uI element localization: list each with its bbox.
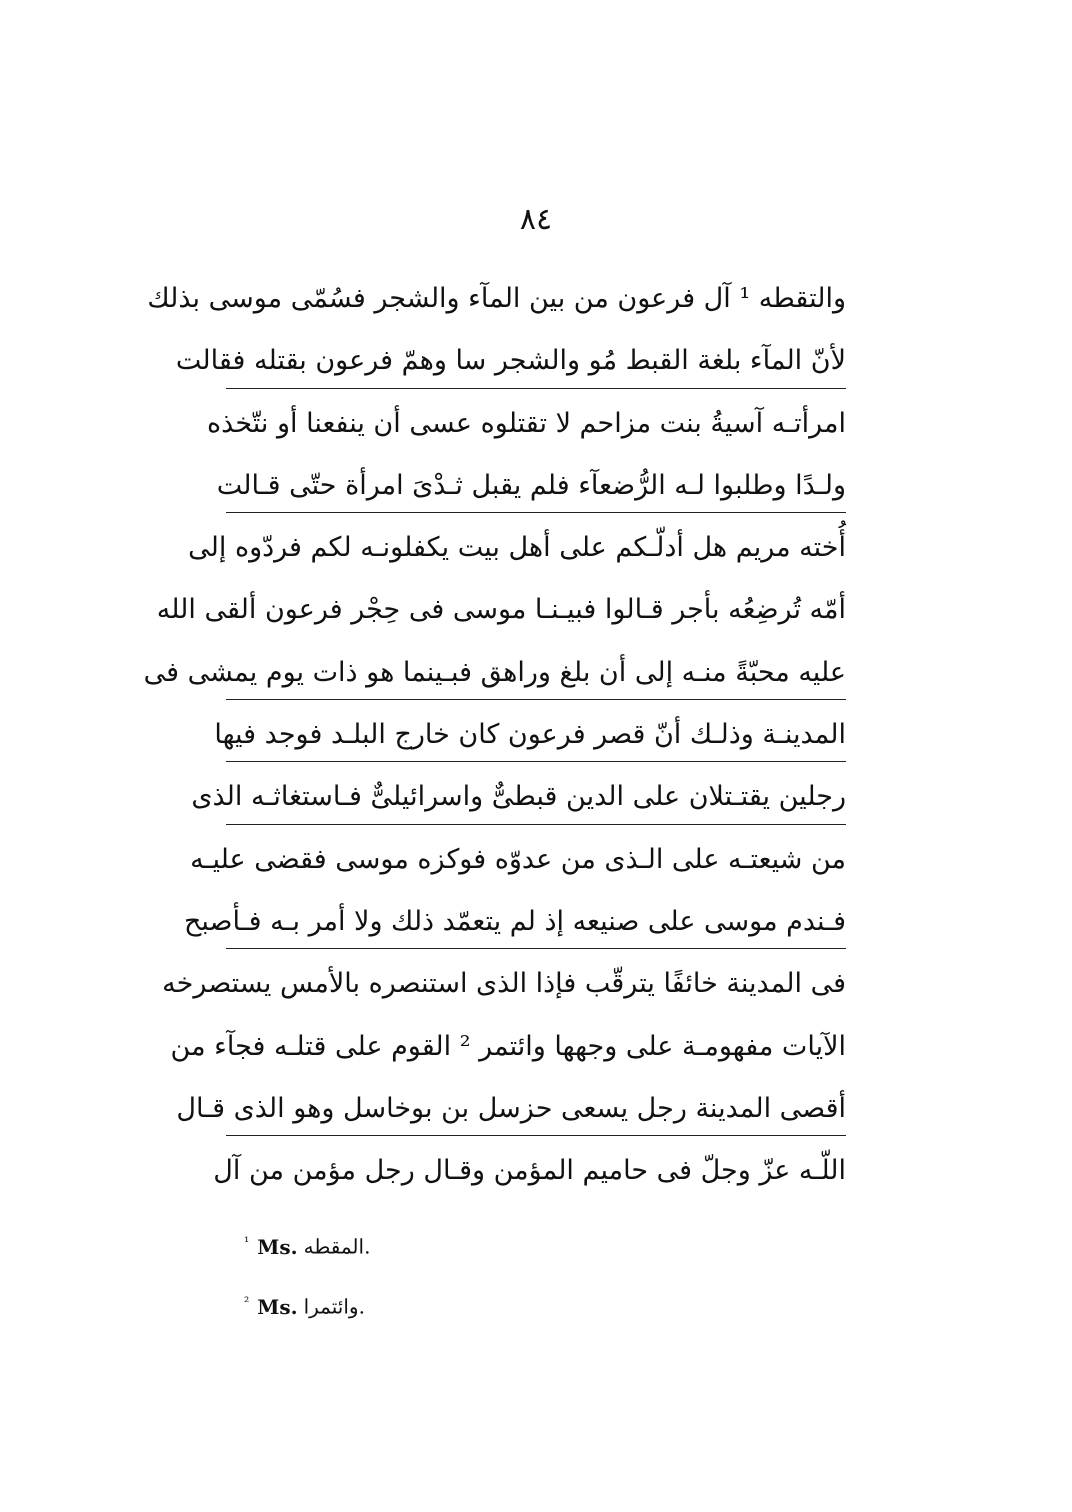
footnote-text: المقطه <box>303 1234 365 1259</box>
footnote-text: وائتمرا <box>303 1294 359 1319</box>
footnote <box>244 1288 644 1348</box>
text-line: أمّه تُرضِعُه بأجر قـالوا فبيـنـا موسى فى حِجْر فرعون ألقى الله <box>156 594 846 626</box>
footnote-abbreviation: Ms. <box>257 1294 298 1319</box>
footnote-abbreviation: Ms. <box>257 1234 298 1259</box>
text-line: امرأتـه آسيةُ بنت مزاحم لا تقتلوه عسى أن ينفعنا أو نتّخذه <box>207 407 846 439</box>
text-line: من شيعتـه على الـذى من عدوّه فوكزه موسى فقضى عليـه <box>190 843 846 875</box>
text-line: أُخته مريم هل أدلّـكم على أهل بيت يكفلونـه لكم فردّوه إلى <box>188 532 846 564</box>
footnote <box>244 1228 644 1288</box>
footnotes <box>244 1228 644 1348</box>
text-line: ولـدًا وطلبوا لـه الرُّضعآء فلم يقبل ثـدْىَ امرأة حتّى قـالت <box>226 455 846 517</box>
body-text <box>143 268 846 1202</box>
text-line: أقصى المدينة رجل يسعى حزسل بن بوخاسل وهو الذى قـال <box>226 1078 846 1140</box>
footnote-mark: ² <box>244 1295 250 1310</box>
page-number: ٨٤ <box>519 202 553 237</box>
text-line: عليه محبّةً منـه إلى أن بلغ وراهق فبـينما هو ذات يوم يمشى فى <box>226 642 846 704</box>
text-line: لأنّ المآء بلغة القبط مُو والشجر سا وهمّ فرعون بقتله فقالت <box>226 330 846 392</box>
footnote-mark: ¹ <box>244 1235 250 1250</box>
text-line: فـندم موسى على صنيعه إذ لم يتعمّد ذلك ولا أمر بـه فـأصبح <box>226 891 846 953</box>
footnote-period: . <box>358 1294 365 1319</box>
text-line: فى المدينة خائفًا يترقّب فإذا الذى استنصره بالأمس يستصرخه <box>162 968 846 1000</box>
footnote-period: . <box>364 1234 371 1259</box>
text-line: اللّـه عزّ وجلّ فى حاميم المؤمن وقـال رجل مؤمن من آل <box>213 1155 846 1187</box>
text-line: رجلين يقتـتلان على الدين قبطىٌّ واسرائيلىٌّ فـاستغاثـه الذى <box>226 766 846 828</box>
text-line: والتقطه ¹ آل فرعون من بين المآء والشجر فسُمّى موسى بذلك <box>147 283 846 314</box>
text-line: المدينـة وذلـك أنّ قصر فرعون كان خارج البلـد فوجد فيها <box>226 704 846 766</box>
text-line: الآيات مفهومـة على وجهها وائتمر ² القوم على قتلـه فجآء من <box>170 1030 846 1062</box>
